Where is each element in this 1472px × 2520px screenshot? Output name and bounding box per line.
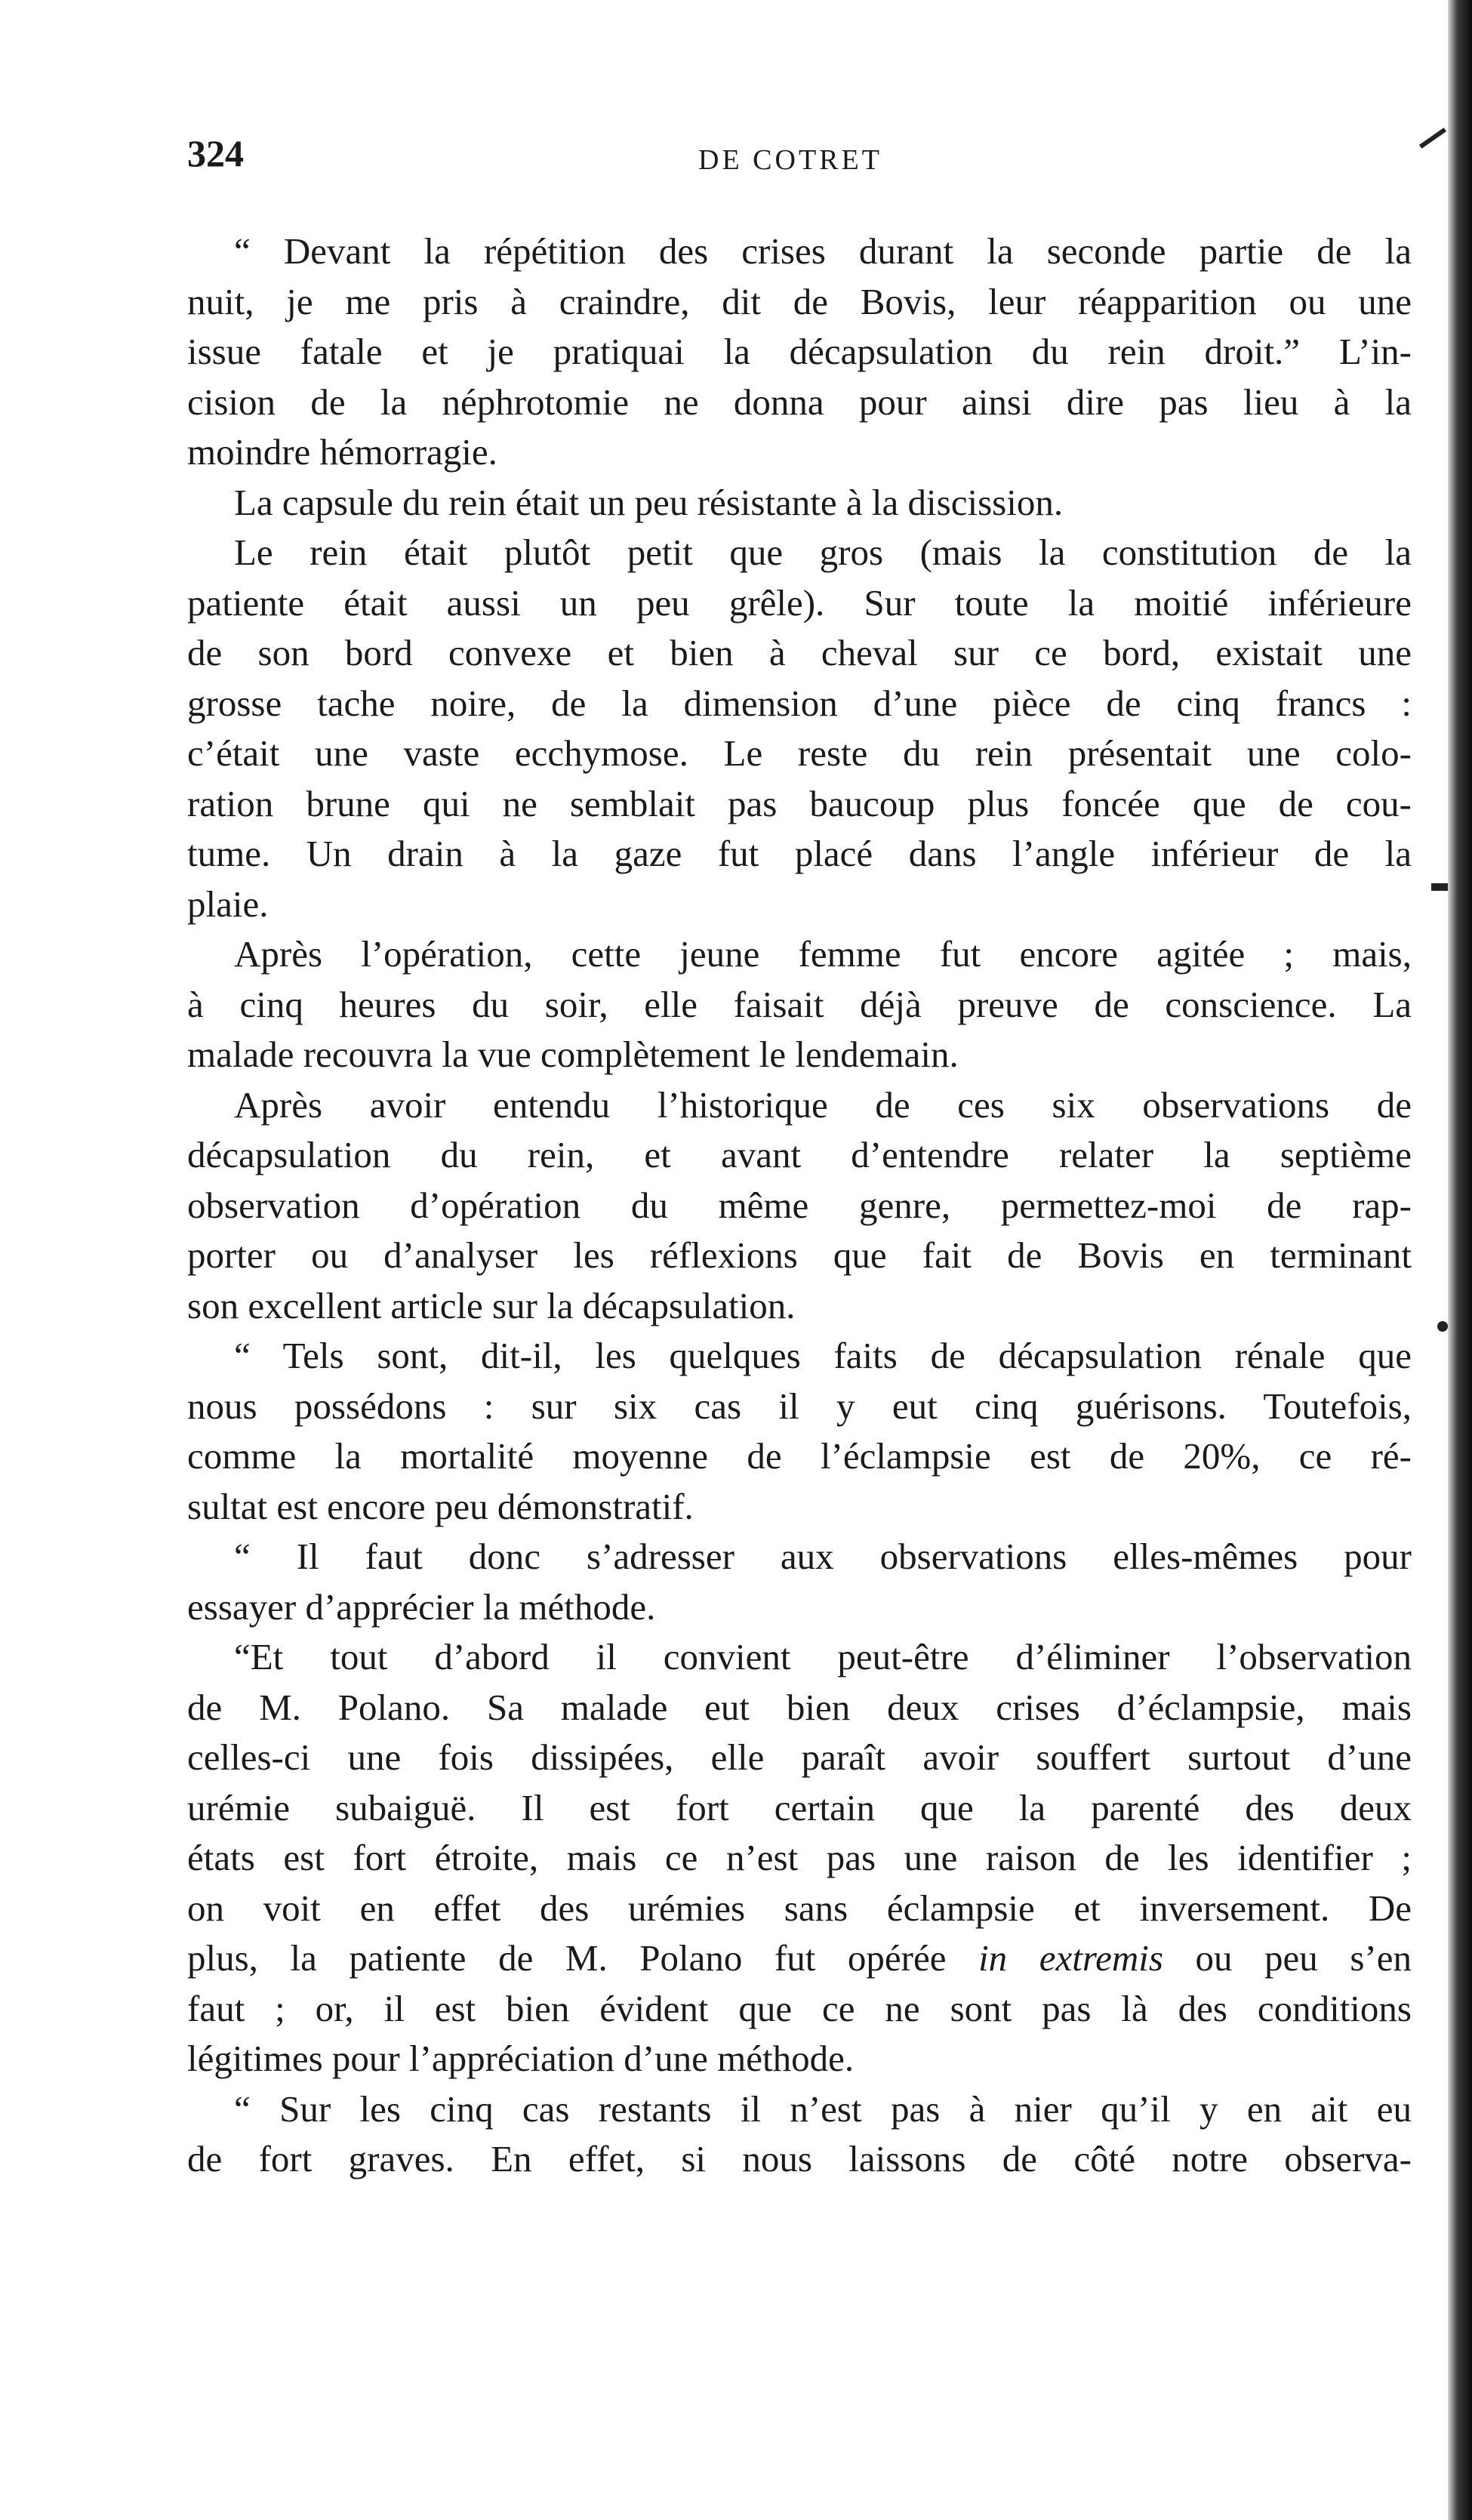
text-line: à cinq heures du soir, elle faisait déjà preuve de conscience. La	[187, 983, 1412, 1025]
text-line: “ Il faut donc s’adresser aux observations elles-mêmes pour	[234, 1536, 1412, 1577]
text-line: comme la mortalité moyenne de l’éclampsie est de 20%, ce ré-	[187, 1435, 1412, 1477]
text-line: on voit en effet des urémies sans éclampsie et inversement. De	[187, 1887, 1412, 1929]
text-line: ration brune qui ne semblait pas baucoup plus foncée que de cou-	[187, 782, 1412, 824]
text-line: Après l’opération, cette jeune femme fut encore agitée ; mais,	[234, 933, 1412, 975]
text-line: moindre hémorragie.	[187, 431, 497, 473]
text-line: faut ; or, il est bien évident que ce ne sont pas là des conditions	[187, 1987, 1412, 2029]
text-line: La capsule du rein était un peu résistante à la discission.	[234, 481, 1064, 523]
text-line: essayer d’apprécier la méthode.	[187, 1585, 656, 1628]
text-line: cision de la néphrotomie ne donna pour ainsi dire pas lieu à la	[187, 380, 1412, 423]
text-line: malade recouvra la vue complètement le lendemain.	[187, 1034, 959, 1075]
text-line: son excellent article sur la décapsulation.	[187, 1284, 796, 1326]
text-line: légitimes pour l’appréciation d’une méthode.	[187, 2038, 855, 2079]
text-line: c’était une vaste ecchymose. Le reste du rein présentait une colo-	[187, 732, 1412, 774]
scan-edge-shadow	[1448, 0, 1472, 2520]
text-line: celles-ci une fois dissipées, elle paraît avoir souffert surtout d’une	[187, 1736, 1412, 1778]
scan-edge-mark	[1419, 128, 1446, 149]
text-line: décapsulation du rein, et avant d’entendre relater la septième	[187, 1134, 1412, 1175]
running-head: DE COTRET	[698, 144, 882, 176]
text-line: grosse tache noire, de la dimension d’une pièce de cinq francs :	[187, 682, 1412, 724]
text-line: de fort graves. En effet, si nous laissons de côté notre observa-	[187, 2138, 1412, 2180]
text-line: urémie subaiguë. Il est fort certain que la parenté des deux	[187, 1786, 1412, 1828]
text-line: “ Tels sont, dit-il, les quelques faits de décapsulation rénale que	[234, 1335, 1412, 1376]
text-line: “Et tout d’abord il convient peut-être d’éliminer l’observation	[234, 1636, 1412, 1677]
text-line: Après avoir entendu l’historique de ces six observations de	[234, 1083, 1412, 1126]
text-line: Le rein était plutôt petit que gros (mais la constitution de la	[234, 531, 1412, 573]
body-text	[187, 226, 1412, 2185]
text-line: tume. Un drain à la gaze fut placé dans l’angle inférieur de la	[187, 833, 1412, 874]
scan-edge-mark	[1437, 1321, 1448, 1332]
text-line: de son bord convexe et bien à cheval sur ce bord, existait une	[187, 632, 1412, 673]
scan-edge-mark	[1431, 883, 1448, 891]
text-line: observation d’opération du même genre, permettez-moi de rap-	[187, 1184, 1412, 1226]
text-line: porter ou d’analyser les réflexions que fait de Bovis en terminant	[187, 1234, 1412, 1276]
text-line: “ Devant la répétition des crises durant la seconde partie de la	[234, 230, 1412, 272]
text-line: sultat est encore peu démonstratif.	[187, 1485, 694, 1527]
page-number: 324	[187, 132, 244, 174]
text-line: issue fatale et je pratiquai la décapsulation du rein droit.” L’in-	[187, 331, 1412, 372]
italic-phrase: in extremis	[978, 1937, 1163, 1979]
text-line: états est fort étroite, mais ce n’est pas une raison de les identifier ;	[187, 1837, 1412, 1878]
text-line: nous possédons : sur six cas il y eut cinq guérisons. Toutefois,	[187, 1385, 1412, 1427]
text-line: patiente était aussi un peu grêle). Sur toute la moitié inférieure	[187, 581, 1412, 624]
text-line: de M. Polano. Sa malade eut bien deux crises d’éclampsie, mais	[187, 1686, 1412, 1728]
text-line: “ Sur les cinq cas restants il n’est pas à nier qu’il y en ait eu	[234, 2087, 1412, 2130]
text-line: plus, la patiente de M. Polano fut opérée in extremis ou peu s’en	[187, 1937, 1412, 1979]
text-line: nuit, je me pris à craindre, dit de Bovis, leur réapparition ou une	[187, 280, 1412, 322]
text-line: plaie.	[187, 883, 269, 925]
